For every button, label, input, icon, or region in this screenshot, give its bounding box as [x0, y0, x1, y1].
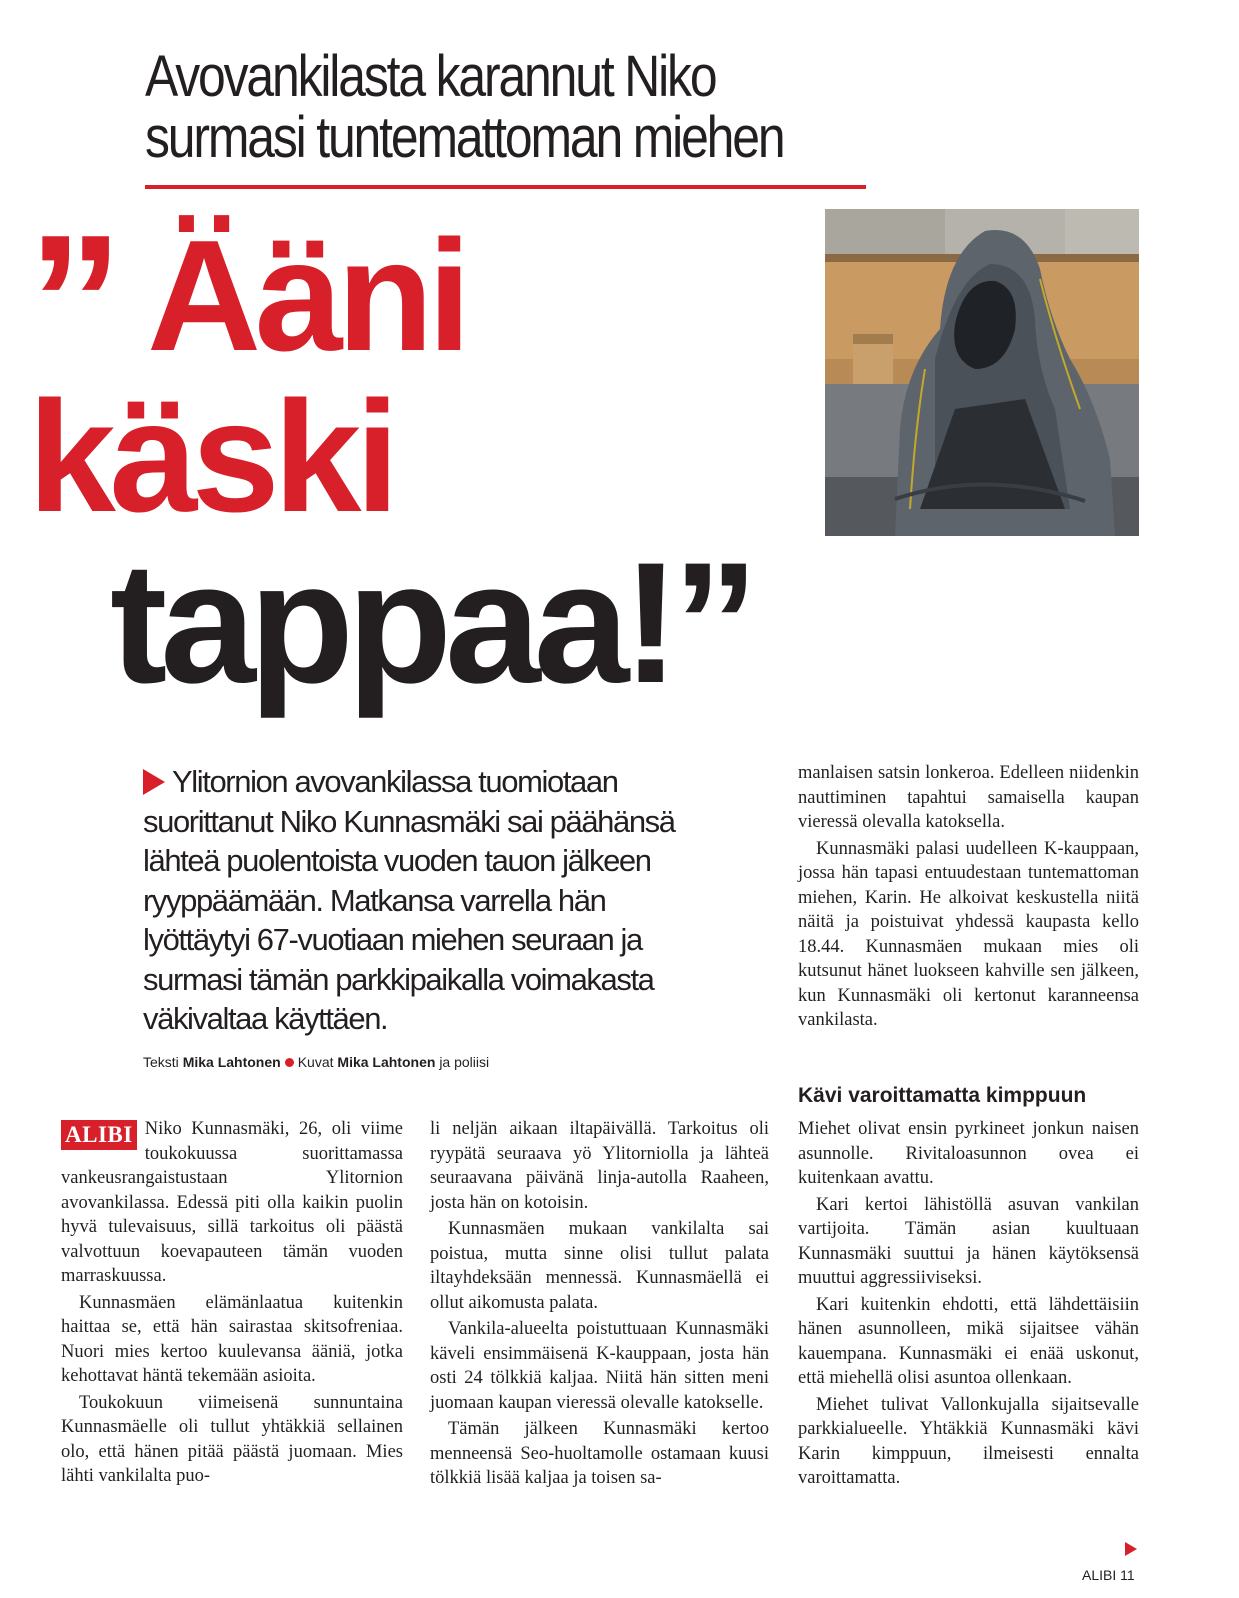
hooded-man-photo	[825, 209, 1139, 536]
body-paragraph: Kunnasmäen mukaan vankilalta sai poistua, mutta sinne olisi tullut palata iltayhdeksään mennessä. Kunnasmäellä ei ollut aikomusta palata.	[430, 1219, 769, 1313]
body-column-2	[430, 1117, 769, 1491]
body-paragraph: Kunnasmäki palasi uudelleen K-kauppaan, jossa hän tapasi entuudestaan tuntemattoman miehen, Karin. He alkoivat keskustella niitä näitä ja poistuivat yhdessä kaupasta kello 18.44. Kunnasmäen mukaan mies oli kutsunut hänet luokseen kahville sen jälkeen, kun Kunnasmäki oli kertonut karanneensa vankilasta.	[798, 838, 1139, 1030]
byline-photo-suffix: ja poliisi	[439, 1054, 490, 1070]
lead-line: Ylitornion avovankilassa tuomiotaan	[172, 764, 618, 799]
body-column-3-bottom	[798, 1117, 1139, 1491]
body-paragraph: li neljän aikaan iltapäivällä. Tarkoitus oli ryypätä seuraava yö Ylitorniolla ja lähteä seuraavana päivänä linja-autolla Raaheen, josta hän on kotoisin.	[430, 1119, 769, 1213]
lead-line: surmasi tämän parkkipaikalla voimakasta	[143, 961, 654, 997]
body-column-3-top	[798, 761, 1139, 1033]
lead-paragraph	[143, 762, 763, 1039]
body-paragraph: Miehet tulivat Vallonkujalla sijaitsevalle parkkialueelle. Yhtäkkiä Kunnasmäki kävi Karin kimppuun, ilmeisesti ennalta varoittamatta.	[798, 1394, 1139, 1488]
headline-line-1: Ääni	[147, 208, 466, 384]
body-paragraph: Niko Kunnasmäki, 26, oli viime toukokuussa suorittamassa vankeusrangaistustaan Ylitornion avovankilassa. Edessä piti olla kaikin puolin hyvä tulevaisuus, sillä tarkoitus oli päästä valvottuun koevapauteen tämän vuoden marraskuussa.	[61, 1119, 403, 1286]
body-paragraph: Toukokuun viimeisenä sunnuntaina Kunnasmäelle oli tullut yhtäkkiä sellainen olo, että hänen pitää päästä juomaan. Mies lähti vankilalta puo-	[61, 1392, 403, 1486]
headline-open-quote: ”	[28, 196, 109, 408]
page-folio: ALIBI 11	[1082, 1567, 1135, 1583]
lead-line: väkivaltaa käyttäen.	[143, 1001, 388, 1036]
bullet-dot-icon	[285, 1058, 294, 1067]
byline-text-label: Teksti	[143, 1054, 179, 1070]
kicker-line-1: Avovankilasta karannut Niko	[145, 44, 716, 109]
lead-arrow-icon	[143, 769, 165, 795]
red-rule	[145, 185, 866, 189]
lead-line: lähteä puolentoista vuoden tauon jälkeen	[143, 843, 651, 878]
headline-line-2: käski	[28, 369, 394, 545]
body-paragraph: manlaisen satsin lonkeroa. Edelleen niidenkin nauttiminen tapahtui samaisella kaupan vieressä olevalla katoksella.	[798, 763, 1139, 832]
alibi-logo: ALIBI	[61, 1120, 137, 1150]
body-paragraph: Vankila-alueelta poistuttuaan Kunnasmäki käveli ensimmäisenä K-kauppaan, josta hän osti 24 tölkkiä kaljaa. Niitä hän sitten meni juomaan kaupan vieressä olevalle katokselle.	[430, 1319, 769, 1413]
continue-arrow-icon	[1125, 1542, 1137, 1556]
kicker	[145, 46, 799, 168]
lead-line: ryyppäämään. Matkansa varrella hän	[143, 882, 606, 918]
kicker-line-2: surmasi tuntemattoman miehen	[145, 105, 784, 170]
body-paragraph: Tämän jälkeen Kunnasmäki kertoo menneensä Seo-huoltamolle ostamaan kuusi tölkkiä lisää kaljaa ja toisen sa-	[430, 1419, 769, 1488]
byline-photo-label: Kuvat	[297, 1054, 334, 1070]
headline-line-3: tappaa!”	[110, 527, 752, 719]
lead-line: lyöttäytyi 67-vuotiaan miehen seuraan ja	[143, 922, 642, 957]
body-paragraph: Kari kertoi lähistöllä asuvan vankilan vartijoita. Tämän asian kuultuaan Kunnasmäki suuttui ja hänen käytöksensä muuttui aggressiiviseksi.	[798, 1194, 1139, 1288]
body-paragraph: Kari kuitenkin ehdotti, että lähdettäisiin hänen asunnolleen, mikä sijaitsee vähän kauempana. Kunnasmäki ei enää uskonut, että miehellä olisi asuntoa ollenkaan.	[798, 1294, 1139, 1388]
body-paragraph: Kunnasmäen elämänlaatua kuitenkin haittaa se, että hän sairastaa skitsofreniaa. Nuori mies kertoo kuulevansa ääniä, jotka kehottavat häntä tekemään asioita.	[61, 1292, 403, 1386]
body-column-1	[61, 1117, 403, 1489]
byline-text-author: Mika Lahtonen	[182, 1054, 281, 1070]
subheading: Kävi varoittamatta kimppuun	[798, 1084, 1087, 1107]
body-paragraph: Miehet olivat ensin pyrkineet jonkun naisen asunnolle. Rivitaloasunnon ovea ei kuitenkaan avattu.	[798, 1119, 1139, 1188]
byline	[143, 1054, 489, 1070]
lead-line: suorittanut Niko Kunnasmäki sai päähänsä	[143, 803, 675, 839]
byline-photo-author: Mika Lahtonen	[337, 1054, 436, 1070]
